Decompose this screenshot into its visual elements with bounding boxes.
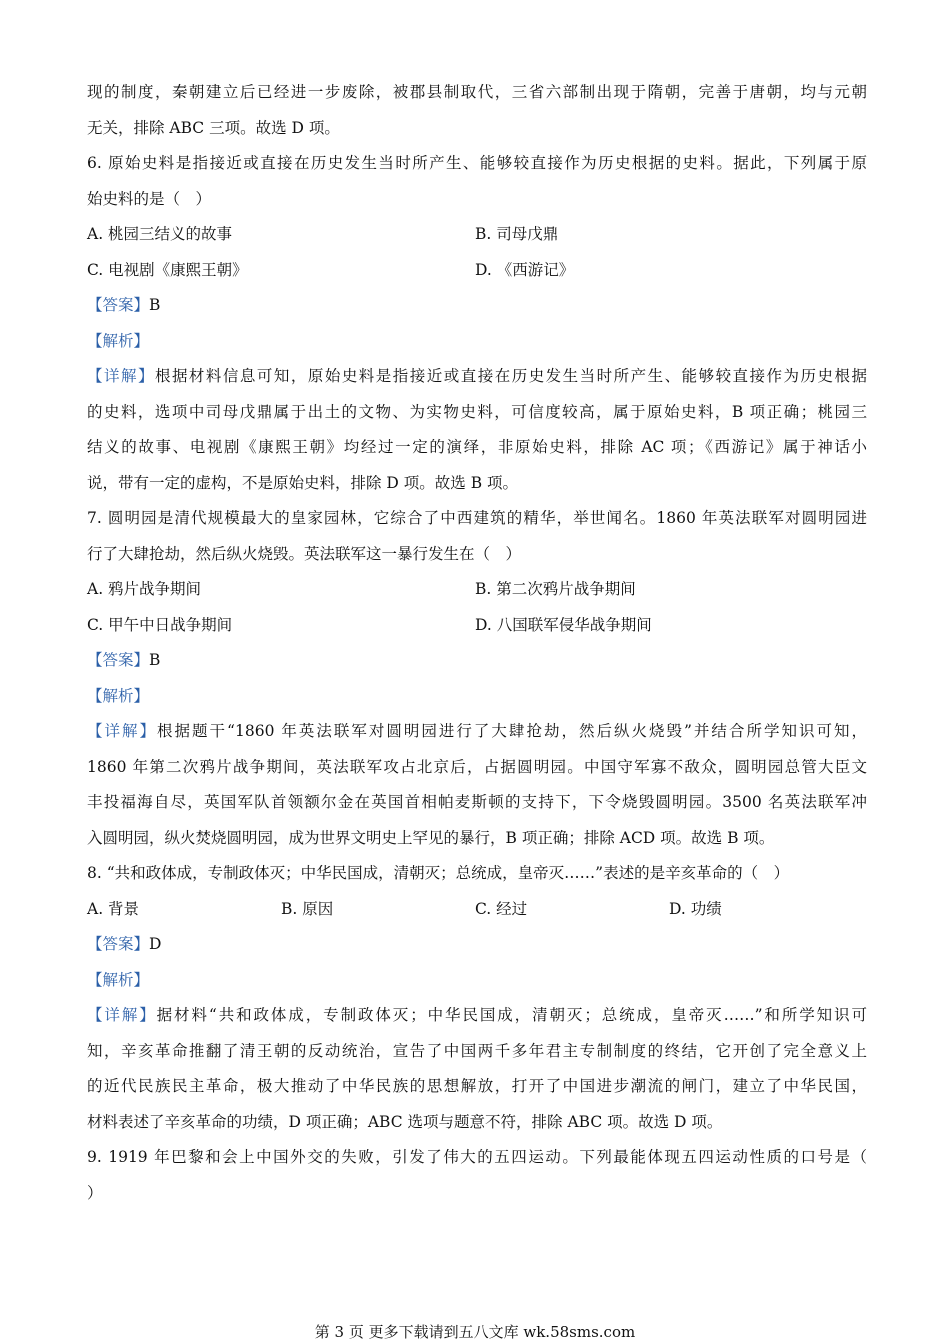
q7-detail-line-4: 入圆明园，纵火焚烧圆明园，成为世界文明史上罕见的暴行，B 项正确；排除 ACD 项。故选 B 项。: [87, 828, 775, 847]
q7-analysis: [87, 684, 867, 720]
q7-stem-line-2: 行了大肆抢劫，然后纵火烧毁。英法联军这一暴行发生在（ ）: [87, 544, 522, 563]
q6-analysis: [87, 329, 867, 365]
q7-stem-line-1: 7. 圆明园是清代规模最大的皇家园林，它综合了中西建筑的精华，举世闻名。1860 年英法联军对圆明园进: [87, 509, 867, 527]
page-footer: 第 3 页 更多下载请到五八文库 wk.58sms.com: [314, 1323, 636, 1341]
q7-options-row-1: [87, 577, 867, 613]
q8-detail-line-2: 知，辛亥革命推翻了清王朝的反动统治，宣告了中国两千多年君主专制制度的终结，它开创了完全意义上: [87, 1041, 867, 1060]
q6-answer-value: B: [149, 296, 161, 314]
q7-detail-text-1: 根据题干“1860 年英法联军对圆明园进行了大肆抢劫，然后纵火烧毁”并结合所学知识可知，: [157, 722, 867, 740]
q6-detail-line-1: [87, 364, 867, 400]
q8-analysis-tag: 【解析】: [87, 970, 150, 989]
q8-analysis: [87, 968, 867, 1004]
q6-stem-line-2: 始史料的是（ ）: [87, 189, 212, 208]
q8-options-row: [87, 897, 867, 933]
q7-detail-tag: 【详解】: [87, 722, 158, 740]
q6-analysis-tag: 【解析】: [87, 331, 150, 350]
q7-options-row-2: [87, 613, 867, 649]
q6-detail-tag: 【详解】: [87, 367, 155, 385]
q8-detail-line-1: [87, 1003, 867, 1039]
q6-detail-text-1: 根据材料信息可知，原始史料是指接近或直接在历史发生当时所产生、能够较直接作为历史根据: [154, 367, 867, 385]
q8-detail-line-4: 材料表述了辛亥革命的功绩，D 项正确；ABC 选项与题意不符，排除 ABC 项。故选 D 项。: [87, 1112, 723, 1131]
q6-option-c: C. 电视剧《康熙王朝》: [87, 260, 248, 279]
q7-option-d: D. 八国联军侵华战争期间: [475, 615, 652, 634]
q6-detail-line-2: 的史料，选项中司母戊鼎属于出土的文物、为实物史料，可信度较高，属于原始史料，B 项正确；桃园三: [87, 402, 867, 421]
q8-detail-tag: 【详解】: [87, 1006, 157, 1024]
q8-answer: [87, 932, 867, 968]
q8-option-c: C. 经过: [475, 899, 528, 918]
q6-options-row-2: [87, 258, 867, 294]
q7-option-c: C. 甲午中日战争期间: [87, 615, 233, 634]
q8-option-a: A. 背景: [87, 899, 140, 918]
q6-options-row-1: [87, 222, 867, 258]
q6-option-a: A. 桃园三结义的故事: [87, 225, 233, 243]
q6-answer: [87, 293, 867, 329]
q7-detail-line-2: 1860 年第二次鸦片战争期间，英法联军攻占北京后，占据圆明园。中国守军寡不敌众，圆明园总管大臣文: [87, 757, 867, 776]
q6-stem-line-1: 6. 原始史料是指接近或直接在历史发生当时所产生、能够较直接作为历史根据的史料。据此，下列属于原: [87, 154, 867, 172]
q6-detail-line-4: 说，带有一定的虚构，不是原始史料，排除 D 项。故选 B 项。: [87, 473, 519, 492]
q8-detail-text-1: 据材料“共和政体成，专制政体灭；中华民国成，清朝灭；总统成，皇帝灭……”和所学知识可: [156, 1006, 867, 1024]
q9-stem-line-1: 9. 1919 年巴黎和会上中国外交的失败，引发了伟大的五四运动。下列最能体现五四运动性质的口号是（: [87, 1148, 867, 1166]
page-content: [87, 80, 867, 1216]
q9-stem-line-2: ）: [87, 1183, 103, 1202]
q6-answer-tag: 【答案】: [87, 296, 150, 314]
q7-answer-tag: 【答案】: [87, 651, 150, 669]
q8-answer-value: D: [149, 935, 162, 953]
q7-answer: [87, 648, 867, 684]
q7-detail-line-1: [87, 719, 867, 755]
q8-answer-tag: 【答案】: [87, 935, 150, 953]
q7-option-b: B. 第二次鸦片战争期间: [475, 580, 636, 598]
prev-text-line-2: 无关，排除 ABC 三项。故选 D 项。: [87, 118, 340, 137]
q8-detail-line-3: 的近代民族民主革命，极大推动了中华民族的思想解放，打开了中国进步潮流的闸门，建立了中华民国，: [87, 1077, 867, 1095]
q6-detail-line-3: 结义的故事、电视剧《康熙王朝》均经过一定的演绎，非原始史料，排除 AC 项；《西游记》属于神话小: [87, 438, 867, 456]
q8-stem-line-1: 8. “共和政体成，专制政体灭；中华民国成，清朝灭；总统成，皇帝灭……”表述的是辛亥革命的（ ）: [87, 864, 790, 882]
q8-option-d: D. 功绩: [669, 899, 722, 918]
q6-option-b: B. 司母戊鼎: [475, 225, 559, 243]
q7-option-a: A. 鸦片战争期间: [87, 580, 202, 598]
q7-answer-value: B: [149, 651, 161, 669]
prev-text-line-1: 现的制度，秦朝建立后已经进一步废除，被郡县制取代，三省六部制出现于隋朝，完善于唐朝，均与元朝: [87, 83, 867, 101]
q8-option-b: B. 原因: [281, 899, 334, 918]
q7-analysis-tag: 【解析】: [87, 686, 150, 705]
q7-detail-line-3: 丰投福海自尽，英国军队首领额尔金在英国首相帕麦斯顿的支持下，下令烧毁圆明园。3500 名英法联军冲: [87, 793, 867, 811]
q6-option-d: D. 《西游记》: [475, 260, 575, 279]
